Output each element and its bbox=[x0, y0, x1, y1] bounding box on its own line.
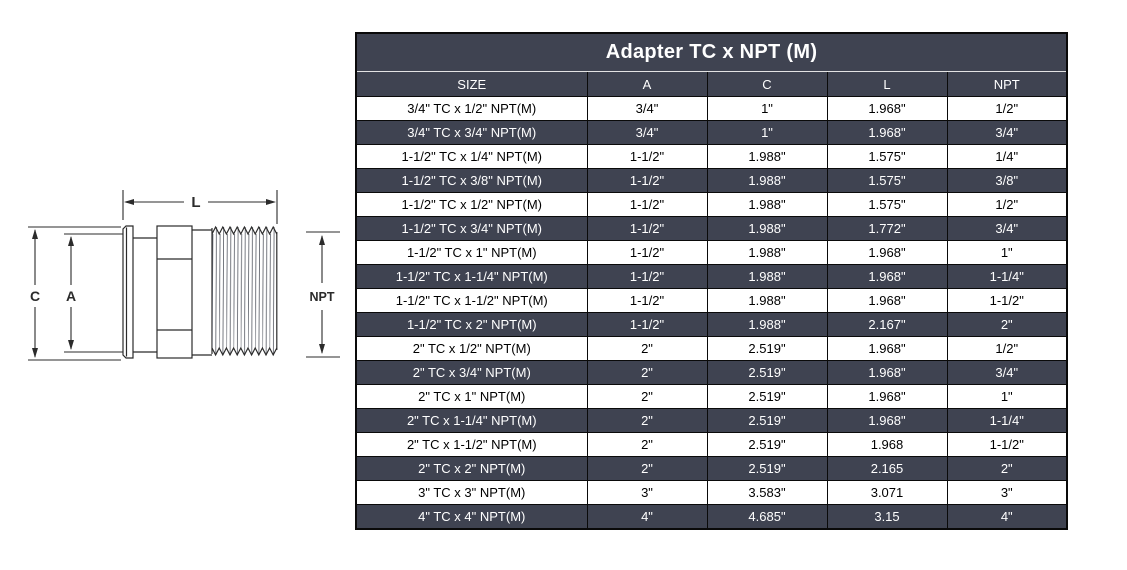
table-row bbox=[356, 433, 1067, 457]
cell-l: 1.968" bbox=[827, 361, 947, 385]
cell-npt: 1/4" bbox=[947, 145, 1067, 169]
cell-c: 1.988" bbox=[707, 217, 827, 241]
cell-a: 1-1/2" bbox=[587, 193, 707, 217]
table-row bbox=[356, 217, 1067, 241]
cell-size: 4" TC x 4" NPT(M) bbox=[356, 505, 587, 530]
cell-npt: 3" bbox=[947, 481, 1067, 505]
cell-a: 2" bbox=[587, 433, 707, 457]
cell-size: 1-1/2" TC x 3/8" NPT(M) bbox=[356, 169, 587, 193]
cell-size: 1-1/2" TC x 1" NPT(M) bbox=[356, 241, 587, 265]
cell-l: 1.772" bbox=[827, 217, 947, 241]
table-row bbox=[356, 361, 1067, 385]
cell-c: 2.519" bbox=[707, 457, 827, 481]
col-header-c: C bbox=[707, 72, 827, 97]
table-row bbox=[356, 481, 1067, 505]
cell-size: 1-1/2" TC x 1/4" NPT(M) bbox=[356, 145, 587, 169]
col-header-a: A bbox=[587, 72, 707, 97]
cell-npt: 3/8" bbox=[947, 169, 1067, 193]
cell-npt: 2" bbox=[947, 313, 1067, 337]
cell-a: 1-1/2" bbox=[587, 313, 707, 337]
cell-a: 1-1/2" bbox=[587, 145, 707, 169]
cell-a: 3/4" bbox=[587, 121, 707, 145]
npt-dimension-label: NPT bbox=[309, 290, 335, 304]
cell-c: 1" bbox=[707, 121, 827, 145]
cell-c: 1.988" bbox=[707, 313, 827, 337]
cell-l: 1.968" bbox=[827, 337, 947, 361]
cell-c: 1" bbox=[707, 97, 827, 121]
cell-npt: 4" bbox=[947, 505, 1067, 530]
npt-threads bbox=[212, 227, 277, 355]
cell-a: 2" bbox=[587, 337, 707, 361]
cell-npt: 1-1/2" bbox=[947, 433, 1067, 457]
table-body bbox=[356, 97, 1067, 530]
fitting-neck bbox=[133, 238, 157, 352]
cell-a: 1-1/2" bbox=[587, 217, 707, 241]
table-row bbox=[356, 121, 1067, 145]
dim-l bbox=[123, 190, 277, 224]
cell-a: 1-1/2" bbox=[587, 289, 707, 313]
cell-size: 3/4" TC x 1/2" NPT(M) bbox=[356, 97, 587, 121]
cell-size: 2" TC x 1" NPT(M) bbox=[356, 385, 587, 409]
cell-size: 1-1/2" TC x 1-1/2" NPT(M) bbox=[356, 289, 587, 313]
cell-a: 4" bbox=[587, 505, 707, 530]
cell-size: 2" TC x 2" NPT(M) bbox=[356, 457, 587, 481]
table-title-row bbox=[356, 33, 1067, 72]
cell-c: 1.988" bbox=[707, 265, 827, 289]
cell-npt: 1" bbox=[947, 385, 1067, 409]
table-row bbox=[356, 193, 1067, 217]
cell-size: 2" TC x 1-1/4" NPT(M) bbox=[356, 409, 587, 433]
cell-l: 1.575" bbox=[827, 145, 947, 169]
cell-c: 1.988" bbox=[707, 289, 827, 313]
table-row bbox=[356, 289, 1067, 313]
cell-c: 4.685" bbox=[707, 505, 827, 530]
table-row bbox=[356, 169, 1067, 193]
cell-size: 2" TC x 3/4" NPT(M) bbox=[356, 361, 587, 385]
adapter-technical-drawing bbox=[20, 180, 350, 390]
table-row bbox=[356, 97, 1067, 121]
hex-body bbox=[157, 226, 192, 358]
table-row bbox=[356, 145, 1067, 169]
cell-c: 2.519" bbox=[707, 409, 827, 433]
cell-a: 2" bbox=[587, 361, 707, 385]
cell-a: 2" bbox=[587, 385, 707, 409]
cell-size: 1-1/2" TC x 1/2" NPT(M) bbox=[356, 193, 587, 217]
cell-a: 2" bbox=[587, 409, 707, 433]
c-dimension-label: C bbox=[29, 288, 41, 304]
cell-c: 1.988" bbox=[707, 241, 827, 265]
cell-l: 1.968 bbox=[827, 433, 947, 457]
cell-npt: 2" bbox=[947, 457, 1067, 481]
dim-npt bbox=[306, 232, 340, 357]
cell-npt: 1/2" bbox=[947, 193, 1067, 217]
cell-size: 1-1/2" TC x 1-1/4" NPT(M) bbox=[356, 265, 587, 289]
table-row bbox=[356, 505, 1067, 530]
cell-npt: 3/4" bbox=[947, 121, 1067, 145]
cell-c: 3.583" bbox=[707, 481, 827, 505]
cell-l: 1.968" bbox=[827, 385, 947, 409]
cell-size: 1-1/2" TC x 3/4" NPT(M) bbox=[356, 217, 587, 241]
fitting-outline bbox=[123, 226, 277, 358]
table-row bbox=[356, 385, 1067, 409]
cell-a: 1-1/2" bbox=[587, 265, 707, 289]
cell-size: 1-1/2" TC x 2" NPT(M) bbox=[356, 313, 587, 337]
thread-collar bbox=[192, 228, 212, 355]
cell-l: 1.968" bbox=[827, 241, 947, 265]
cell-size: 3/4" TC x 3/4" NPT(M) bbox=[356, 121, 587, 145]
cell-c: 1.988" bbox=[707, 169, 827, 193]
cell-l: 3.071 bbox=[827, 481, 947, 505]
cell-npt: 1-1/4" bbox=[947, 409, 1067, 433]
table-row bbox=[356, 409, 1067, 433]
a-dimension-label: A bbox=[65, 288, 77, 304]
dim-a bbox=[64, 234, 123, 352]
cell-a: 1-1/2" bbox=[587, 169, 707, 193]
cell-size: 3" TC x 3" NPT(M) bbox=[356, 481, 587, 505]
cell-l: 1.575" bbox=[827, 169, 947, 193]
cell-c: 2.519" bbox=[707, 361, 827, 385]
cell-a: 1-1/2" bbox=[587, 241, 707, 265]
table-row bbox=[356, 457, 1067, 481]
tc-ferrule bbox=[123, 226, 133, 358]
cell-c: 2.519" bbox=[707, 385, 827, 409]
table-row bbox=[356, 313, 1067, 337]
cell-a: 3" bbox=[587, 481, 707, 505]
cell-l: 1.968" bbox=[827, 265, 947, 289]
cell-c: 1.988" bbox=[707, 145, 827, 169]
cell-l: 1.968" bbox=[827, 121, 947, 145]
cell-l: 3.15 bbox=[827, 505, 947, 530]
cell-c: 2.519" bbox=[707, 337, 827, 361]
cell-npt: 3/4" bbox=[947, 217, 1067, 241]
cell-c: 1.988" bbox=[707, 193, 827, 217]
table-row bbox=[356, 265, 1067, 289]
spec-table bbox=[355, 32, 1068, 530]
cell-a: 3/4" bbox=[587, 97, 707, 121]
cell-size: 2" TC x 1-1/2" NPT(M) bbox=[356, 433, 587, 457]
cell-npt: 1-1/4" bbox=[947, 265, 1067, 289]
cell-l: 1.968" bbox=[827, 409, 947, 433]
cell-npt: 1" bbox=[947, 241, 1067, 265]
cell-npt: 1-1/2" bbox=[947, 289, 1067, 313]
table-row bbox=[356, 337, 1067, 361]
cell-a: 2" bbox=[587, 457, 707, 481]
cell-npt: 3/4" bbox=[947, 361, 1067, 385]
col-header-size: SIZE bbox=[356, 72, 587, 97]
col-header-npt: NPT bbox=[947, 72, 1067, 97]
table-header-row bbox=[356, 72, 1067, 97]
cell-l: 2.165 bbox=[827, 457, 947, 481]
cell-l: 1.968" bbox=[827, 289, 947, 313]
cell-l: 1.968" bbox=[827, 97, 947, 121]
cell-npt: 1/2" bbox=[947, 337, 1067, 361]
col-header-l: L bbox=[827, 72, 947, 97]
cell-l: 2.167" bbox=[827, 313, 947, 337]
cell-size: 2" TC x 1/2" NPT(M) bbox=[356, 337, 587, 361]
cell-l: 1.575" bbox=[827, 193, 947, 217]
table-row bbox=[356, 241, 1067, 265]
l-dimension-label: L bbox=[191, 194, 201, 211]
cell-npt: 1/2" bbox=[947, 97, 1067, 121]
cell-c: 2.519" bbox=[707, 433, 827, 457]
table-title: Adapter TC x NPT (M) bbox=[356, 33, 1067, 72]
